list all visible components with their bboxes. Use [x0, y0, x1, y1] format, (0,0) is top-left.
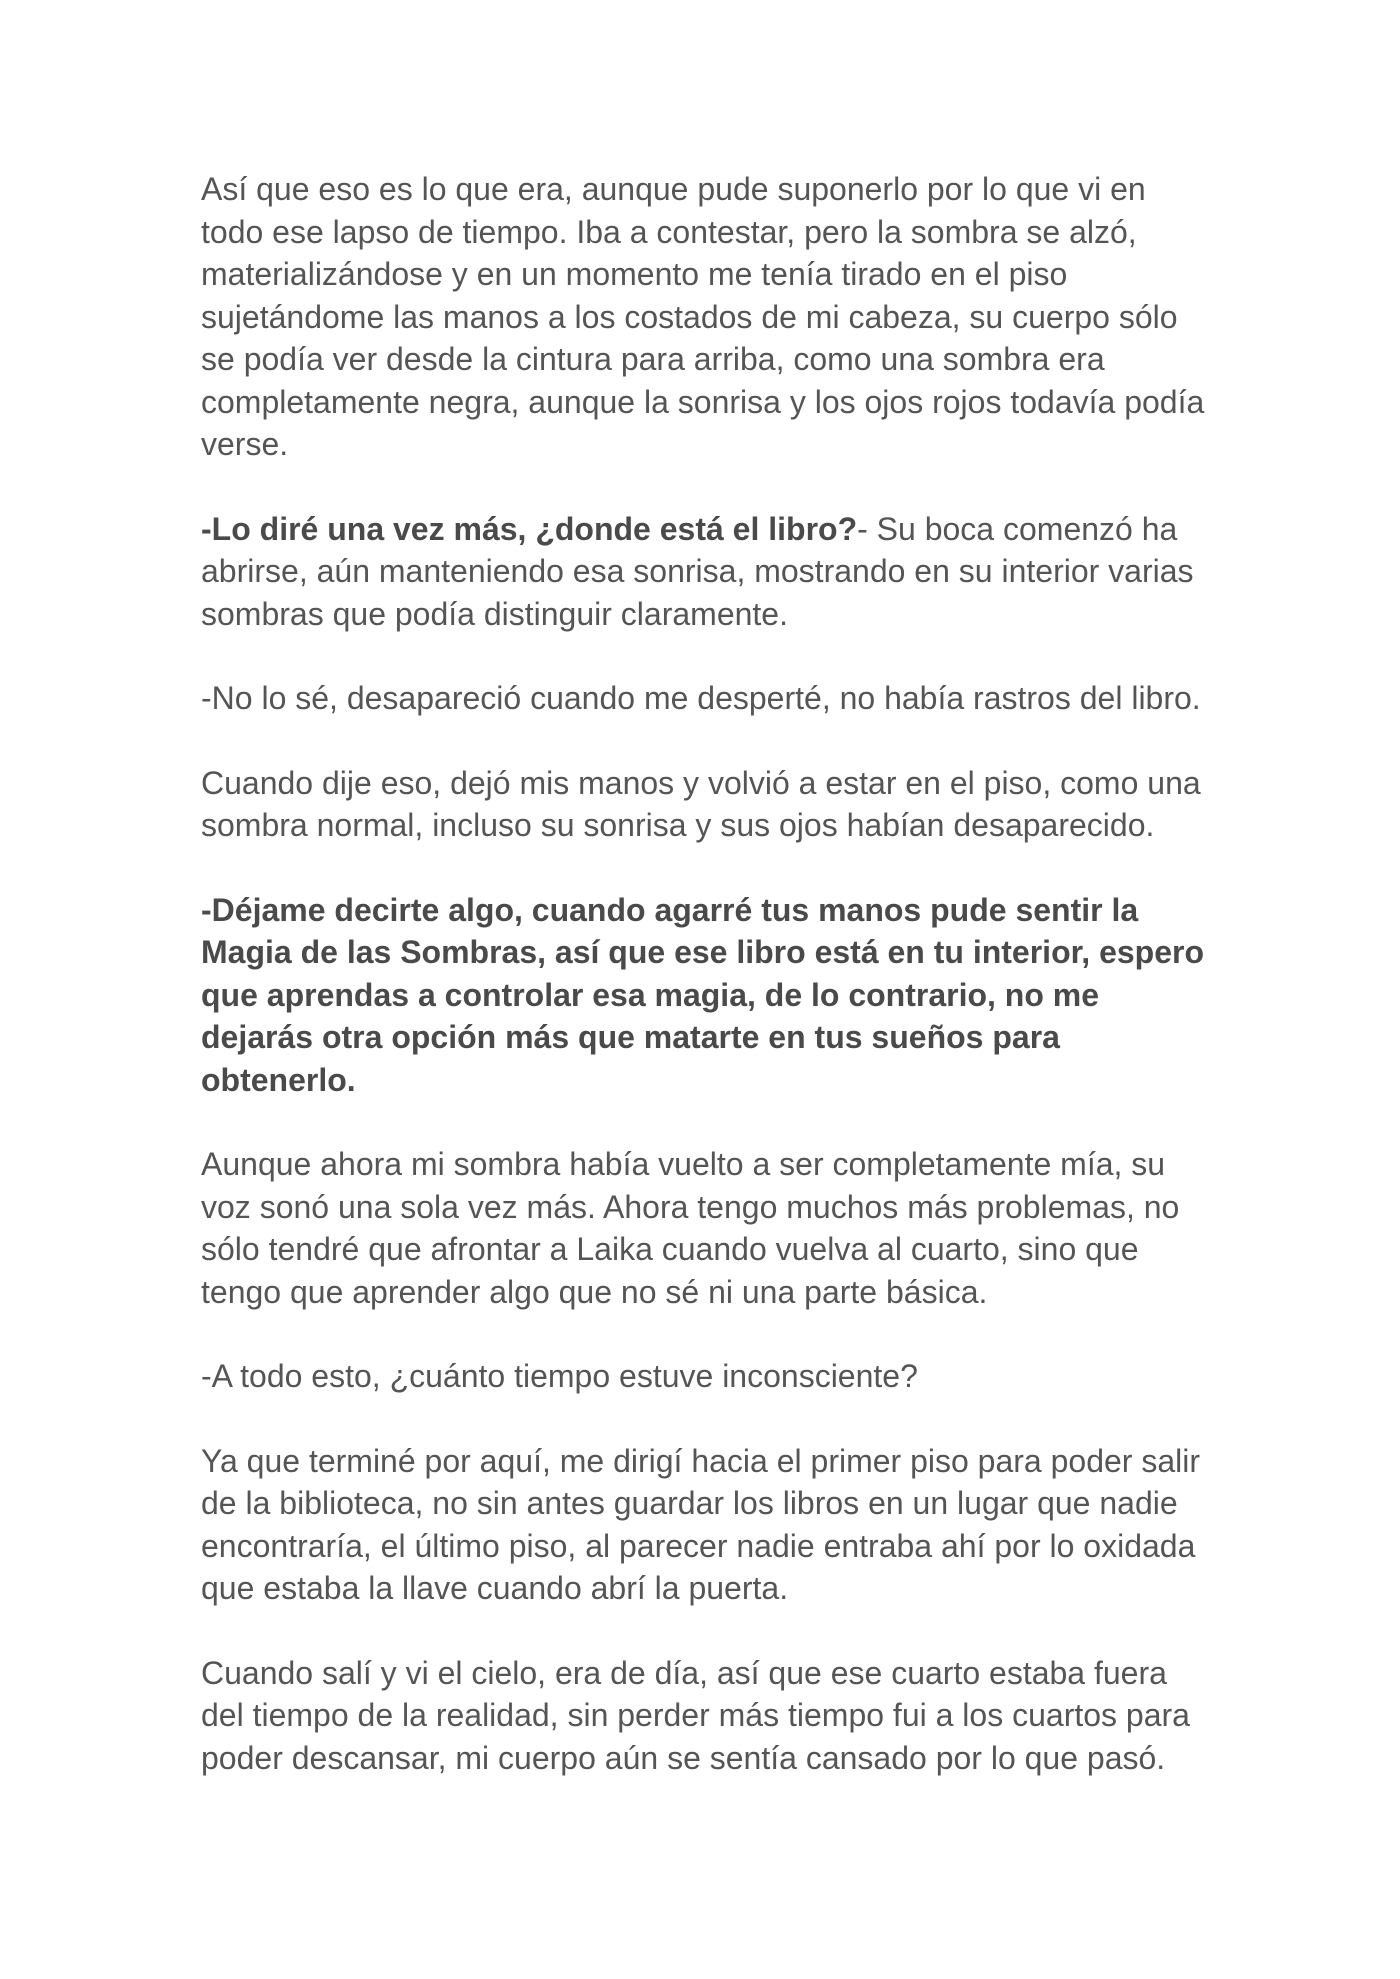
paragraph-6 [201, 1143, 1211, 1313]
paragraph-text: -A todo esto, ¿cuánto tiempo estuve inconsciente? [201, 1358, 918, 1394]
paragraph-text: Así que eso es lo que era, aunque pude suponerlo por lo que vi en todo ese lapso de tiempo. Iba a contestar, pero la sombra se alzó, materializándose y en un momento me tenía tirado en el piso sujetándome las manos a los costados de mi cabeza, su cuerpo sólo se podía ver desde la cintura para arriba, como una sombra era completamente negra, aunque la sonrisa y los ojos rojos todavía podía verse. [201, 171, 1205, 462]
dialogue-bold: -Lo diré una vez más, ¿donde está el libro? [201, 510, 858, 547]
dialogue-bold: -Déjame decirte algo, cuando agarré tus manos pude sentir la Magia de las Sombras, así que ese libro está en tu interior, espero que aprendas a controlar esa magia, de lo contrario, no me dejarás otra opción más que matarte en tus sueños para obtenerlo. [201, 891, 1205, 1098]
paragraph-text: - Su boca comenzó ha abrirse, aún manteniendo esa sonrisa, mostrando en su interior varias sombras que podía distinguir claramente. [201, 510, 1194, 632]
paragraph-text: -No lo sé, desapareció cuando me desperté, no había rastros del libro. [201, 680, 1201, 716]
paragraph-5 [201, 889, 1211, 1102]
paragraph-8 [201, 1440, 1211, 1610]
document-body [201, 168, 1211, 1821]
paragraph-7 [201, 1355, 1211, 1398]
paragraph-text: Ya que terminé por aquí, me dirigí hacia el primer piso para poder salir de la biblioteca, no sin antes guardar los libros en un lugar que nadie encontraría, el último piso, al parecer nadie entraba ahí por lo oxidada que estaba la llave cuando abrí la puerta. [201, 1442, 1201, 1606]
paragraph-1 [201, 168, 1211, 466]
paragraph-text: Cuando dije eso, dejó mis manos y volvió a estar en el piso, como una sombra normal, incluso su sonrisa y sus ojos habían desaparecido. [201, 764, 1201, 843]
paragraph-2 [201, 508, 1211, 636]
paragraph-3 [201, 677, 1211, 720]
paragraph-text: Cuando salí y vi el cielo, era de día, así que ese cuarto estaba fuera del tiempo de la realidad, sin perder más tiempo fui a los cuartos para poder descansar, mi cuerpo aún se sentía cansado por lo que pasó. [201, 1654, 1190, 1776]
paragraph-4 [201, 762, 1211, 847]
paragraph-9 [201, 1652, 1211, 1780]
paragraph-text: Aunque ahora mi sombra había vuelto a ser completamente mía, su voz sonó una sola vez más. Ahora tengo muchos más problemas, no sólo tendré que afrontar a Laika cuando vuelva al cuarto, sino que tengo que aprender algo que no sé ni una parte básica. [201, 1146, 1180, 1310]
